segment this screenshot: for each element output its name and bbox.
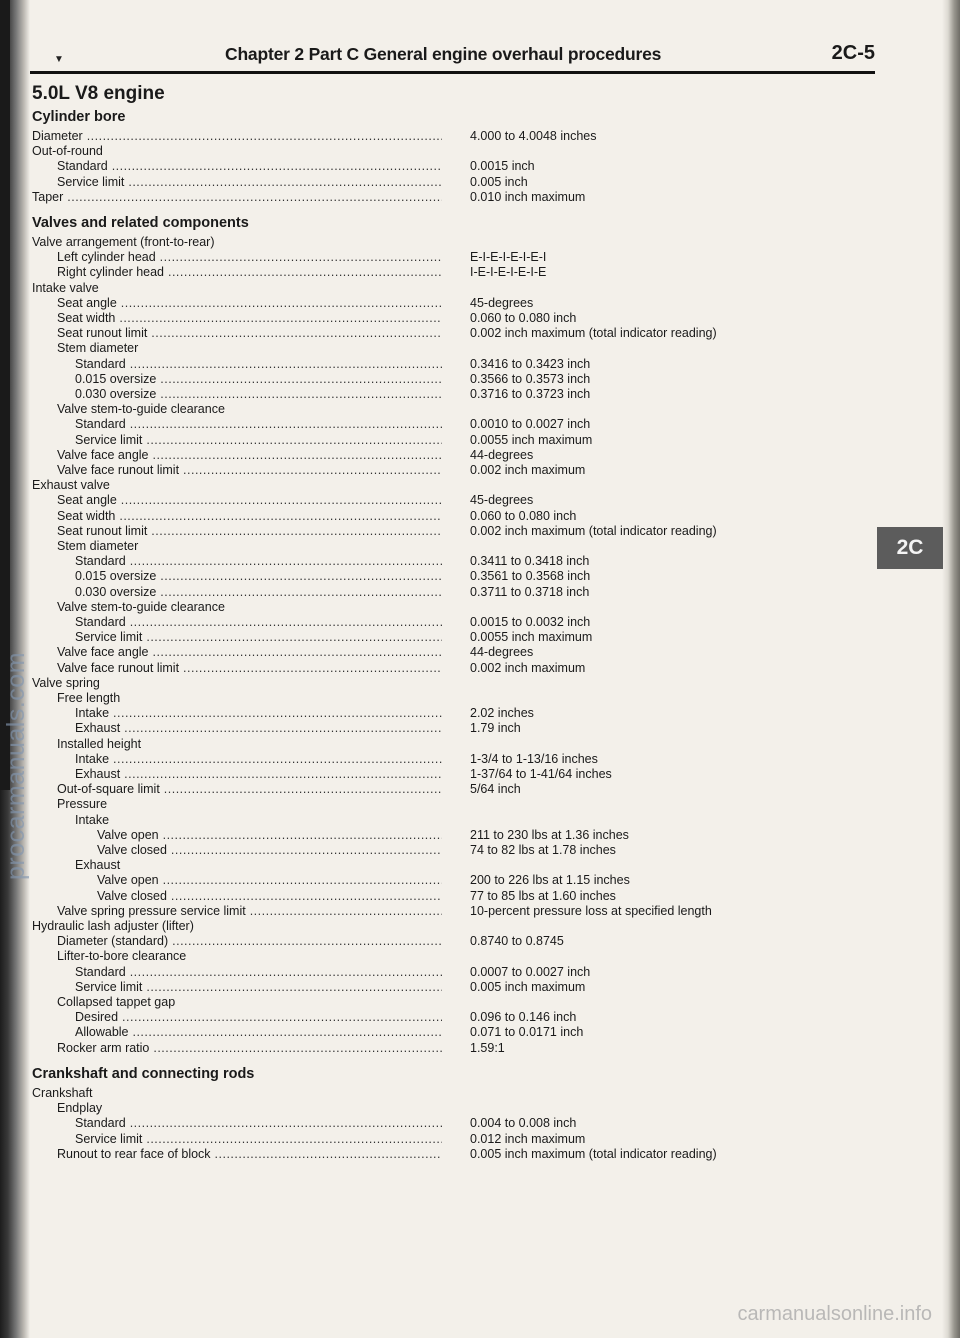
spec-row [32, 812, 872, 828]
spec-value: 0.005 inch maximum (total indicator reading) [470, 1146, 717, 1161]
spec-label: Seat width ..... [57, 310, 442, 326]
spec-row [32, 994, 872, 1010]
header-arrow-icon: ▼ [54, 54, 64, 65]
spec-row [32, 432, 872, 448]
spec-row [32, 660, 872, 676]
spec-row [32, 340, 872, 356]
spec-label: Valve face runout limit ..... [57, 660, 442, 676]
spec-label: 0.015 oversize ..... [75, 568, 442, 584]
chapter-tab: 2C [877, 527, 943, 569]
spec-row [32, 1085, 872, 1101]
spec-row [32, 128, 872, 144]
spec-row [32, 796, 872, 812]
spec-label: Desired ..... [75, 1009, 442, 1025]
spec-value: 45-degrees [470, 493, 534, 508]
spec-row [32, 477, 872, 493]
spec-value: 10-percent pressure loss at specified length [470, 903, 712, 918]
watermark-left [2, 832, 31, 880]
spec-value: 0.3411 to 0.3418 inch [470, 554, 590, 569]
spec-row [32, 1024, 872, 1040]
spec-value: 0.3711 to 0.3718 inch [470, 584, 590, 599]
spec-label: Valve stem-to-guide clearance [57, 402, 225, 417]
spec-row [32, 492, 872, 508]
spec-value: 200 to 226 lbs at 1.15 inches [470, 873, 630, 888]
spec-label: Valve arrangement (front-to-rear) [32, 235, 215, 249]
spec-label: Pressure [57, 797, 108, 812]
spec-value: 0.3561 to 0.3568 inch [470, 569, 591, 584]
page-header [30, 36, 875, 72]
spec-label: Left cylinder head ..... [57, 249, 442, 265]
spec-row [32, 538, 872, 554]
spec-row [32, 568, 872, 584]
spec-value: 0.0015 to 0.0032 inch [470, 615, 591, 629]
spec-value: 1.79 inch [470, 721, 521, 736]
spec-row [32, 948, 872, 964]
spec-row [32, 827, 872, 843]
spec-row [32, 736, 872, 752]
spec-row [32, 174, 872, 190]
spec-label: Stem diameter [57, 341, 139, 356]
spec-value: 0.8740 to 0.8745 [470, 934, 564, 949]
spec-label: Valve spring pressure service limit ..... [57, 903, 442, 919]
spec-value: 0.002 inch maximum [470, 660, 586, 675]
spec-label: Standard ..... [75, 416, 442, 432]
spec-label: Allowable ..... [75, 1024, 442, 1040]
spec-label: Service limit ..... [75, 979, 442, 995]
spec-value: 0.005 inch [470, 174, 528, 189]
spec-label: Standard ..... [57, 158, 442, 174]
spec-label: Service limit ..... [75, 1131, 442, 1147]
spec-row [32, 720, 872, 736]
spec-label: Installed height [57, 736, 142, 751]
spec-row [32, 189, 872, 205]
spec-row [32, 842, 872, 858]
spec-label: Service limit ..... [75, 629, 442, 645]
spec-label: Crankshaft [32, 1086, 93, 1100]
spec-value: 0.012 inch maximum [470, 1131, 586, 1146]
header-rule [30, 71, 875, 74]
spec-value: 0.096 to 0.146 inch [470, 1010, 577, 1025]
spec-row [32, 371, 872, 387]
spec-value: 2.02 inches [470, 706, 534, 721]
spec-value: 0.3566 to 0.3573 inch [470, 371, 591, 386]
spec-row [32, 964, 872, 980]
spec-row [32, 325, 872, 341]
section-heading: Crankshaft and connecting rods [32, 1066, 255, 1082]
spec-label: Intake ..... [75, 751, 442, 767]
spec-label: Out-of-square limit ..... [57, 781, 442, 797]
spec-row [32, 599, 872, 615]
spec-label: Valve closed ..... [97, 888, 442, 904]
spec-value: 0.0007 to 0.0027 inch [470, 964, 591, 979]
spec-row [32, 401, 872, 417]
spec-label: Out-of-round [32, 144, 103, 159]
spec-label: Exhaust ..... [75, 766, 442, 782]
spec-row [32, 1115, 872, 1131]
spec-label: Free length [57, 691, 121, 705]
spec-row [32, 462, 872, 478]
spec-label: Valve spring [32, 675, 100, 690]
spec-row [32, 705, 872, 721]
spec-row [32, 629, 872, 645]
spec-label: Seat runout limit ..... [57, 523, 442, 539]
spec-row [32, 888, 872, 904]
main-title: 5.0L V8 engine [32, 83, 165, 104]
spec-row [32, 447, 872, 463]
spec-row [32, 508, 872, 524]
spec-label: Diameter ..... [32, 128, 442, 144]
spec-label: Runout to rear face of block ..... [57, 1146, 442, 1162]
spec-value: 0.002 inch maximum (total indicator reading) [470, 523, 717, 538]
spec-value: 1.59:1 [470, 1040, 505, 1055]
spec-value: 0.005 inch maximum [470, 979, 586, 994]
spec-row [32, 386, 872, 402]
spec-row [32, 675, 872, 691]
spec-label: 0.030 oversize ..... [75, 386, 442, 402]
spec-value: 1-37/64 to 1-41/64 inches [470, 767, 612, 781]
spec-label: Rocker arm ratio ..... [57, 1040, 442, 1056]
spec-value: E-I-E-I-E-I-E-I [470, 250, 547, 265]
spec-row [32, 356, 872, 372]
spec-row [32, 310, 872, 326]
spec-value: 0.010 inch maximum [470, 189, 586, 204]
spec-value: 77 to 85 lbs at 1.60 inches [470, 888, 616, 903]
spec-row [32, 553, 872, 569]
spec-value: 5/64 inch [470, 782, 521, 797]
spec-label: Valve face angle ..... [57, 644, 442, 660]
spec-value: 0.060 to 0.080 inch [470, 508, 577, 523]
spec-label: Valve stem-to-guide clearance [57, 599, 225, 614]
spec-value: 0.0055 inch maximum [470, 432, 593, 447]
spec-label: Taper ..... [32, 189, 442, 205]
spec-label: 0.015 oversize ..... [75, 371, 442, 387]
spec-row [32, 751, 872, 767]
spec-label: Service limit ..... [75, 432, 442, 448]
spec-row [32, 234, 872, 250]
spec-label: Seat runout limit ..... [57, 325, 442, 341]
spec-value: 0.002 inch maximum [470, 463, 586, 477]
spec-value: 0.3416 to 0.3423 inch [470, 356, 591, 371]
spec-value: 0.060 to 0.080 inch [470, 311, 577, 325]
spec-row [32, 584, 872, 600]
spec-row [32, 1040, 872, 1056]
spec-label: Exhaust [75, 858, 121, 873]
spec-value: 0.0010 to 0.0027 inch [470, 417, 591, 432]
spec-value: 1-3/4 to 1-13/16 inches [470, 751, 598, 766]
spec-row [32, 903, 872, 919]
spec-value: 44-degrees [470, 447, 534, 462]
spec-value: 211 to 230 lbs at 1.36 inches [470, 827, 629, 842]
spec-label: Seat width ..... [57, 508, 442, 524]
spec-value: 44-degrees [470, 645, 534, 660]
spec-value: 0.3716 to 0.3723 inch [470, 387, 591, 401]
spec-label: Intake valve [32, 280, 99, 295]
spec-row [32, 614, 872, 630]
spec-row [32, 249, 872, 265]
watermark-bottom: carmanualsonline.info [737, 1303, 932, 1325]
spec-row [32, 979, 872, 995]
spec-label: Hydraulic lash adjuster (lifter) [32, 919, 194, 933]
spec-label: Intake [75, 812, 110, 827]
spec-label: 0.030 oversize ..... [75, 584, 442, 600]
spec-row [32, 857, 872, 873]
spec-label: Seat angle ..... [57, 295, 442, 311]
spec-row [32, 766, 872, 782]
spec-row [32, 933, 872, 949]
spec-label: Valve open ..... [97, 827, 442, 843]
spec-label: Right cylinder head ..... [57, 264, 442, 280]
spec-row [32, 158, 872, 174]
spec-label: Standard ..... [75, 614, 442, 630]
spec-label: Standard ..... [75, 553, 442, 569]
spec-value: 0.002 inch maximum (total indicator reading) [470, 326, 717, 341]
spec-row [32, 781, 872, 797]
spec-row [32, 1146, 872, 1162]
spec-value: I-E-I-E-I-E-I-E [470, 265, 547, 280]
spec-label: Valve open ..... [97, 872, 442, 888]
spec-label: Standard ..... [75, 356, 442, 372]
spec-row [32, 295, 872, 311]
spec-row [32, 872, 872, 888]
spec-row [32, 644, 872, 660]
spec-value: 0.071 to 0.0171 inch [470, 1025, 584, 1040]
spec-label: Standard ..... [75, 1115, 442, 1131]
spec-label: Intake ..... [75, 705, 442, 721]
spec-row [32, 143, 872, 159]
spec-row [32, 264, 872, 280]
spec-label: Valve closed ..... [97, 842, 442, 858]
spec-row [32, 1131, 872, 1147]
spec-label: Valve face angle ..... [57, 447, 442, 463]
spec-label: Seat angle ..... [57, 492, 442, 508]
spec-label: Collapsed tappet gap [57, 995, 176, 1009]
section-heading: Valves and related components [32, 215, 249, 231]
spec-row [32, 690, 872, 706]
section-heading: Cylinder bore [32, 109, 126, 125]
spec-value: 74 to 82 lbs at 1.78 inches [470, 843, 616, 857]
spec-row [32, 416, 872, 432]
spec-label: Service limit ..... [57, 174, 442, 190]
spec-row [32, 523, 872, 539]
spec-value: 0.004 to 0.008 inch [470, 1116, 577, 1131]
spec-value: 0.0055 inch maximum [470, 630, 593, 645]
spec-row [32, 1009, 872, 1025]
spec-label: Diameter (standard) ..... [57, 933, 442, 949]
spec-label: Valve face runout limit ..... [57, 462, 442, 478]
spec-label: Lifter-to-bore clearance [57, 949, 187, 964]
spec-value: 45-degrees [470, 295, 534, 310]
page-number: 2C-5 [831, 42, 875, 64]
spec-row [32, 1100, 872, 1116]
spec-label: Exhaust valve [32, 478, 110, 493]
spec-value: 0.0015 inch [470, 159, 535, 174]
spec-value: 4.000 to 4.0048 inches [470, 129, 597, 143]
chapter-title: Chapter 2 Part C General engine overhaul procedures [225, 44, 662, 64]
page-right-edge [942, 0, 960, 1338]
spec-label: Stem diameter [57, 539, 139, 553]
spec-row [32, 280, 872, 296]
spec-label: Endplay [57, 1101, 103, 1116]
spec-row [32, 918, 872, 934]
spec-label: Standard ..... [75, 964, 442, 980]
spec-label: Exhaust ..... [75, 720, 442, 736]
